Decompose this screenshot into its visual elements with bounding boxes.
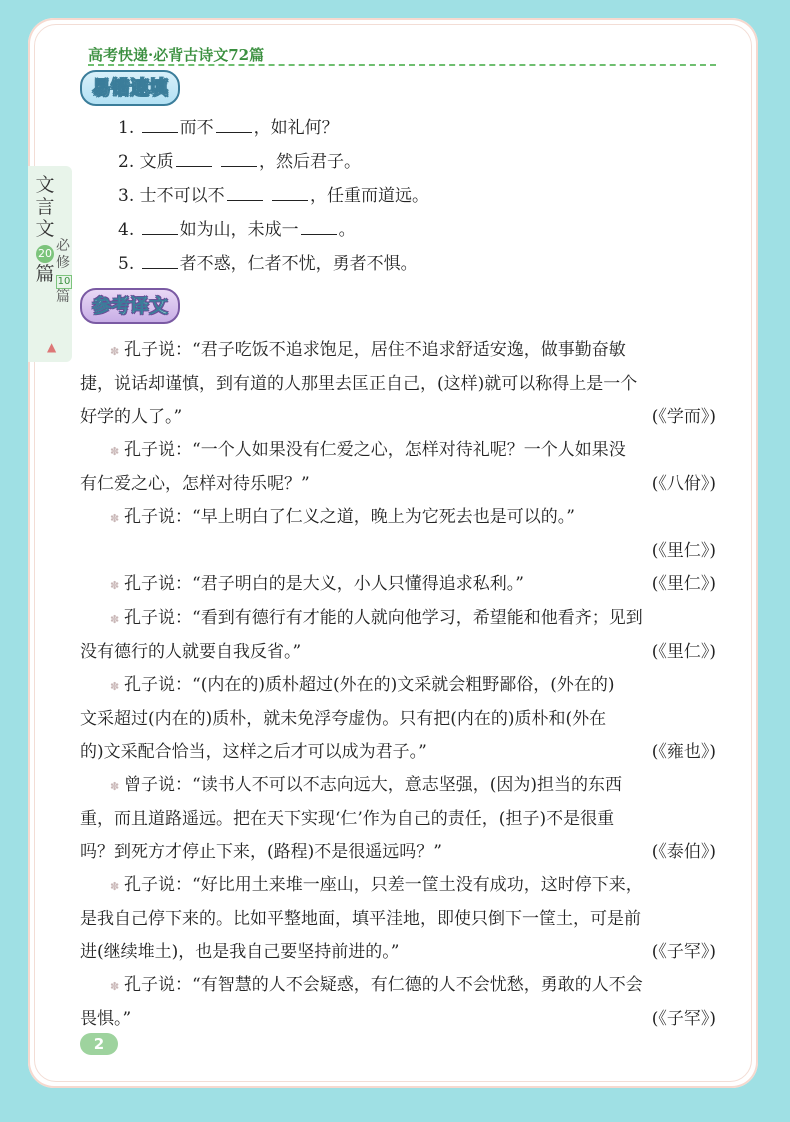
translation-line — [80, 401, 716, 434]
flower-bullet-icon: ✽ — [110, 880, 120, 893]
fill-item-text: 者不惑，仁者不忧，勇者不惧。 — [179, 254, 418, 274]
flower-bullet-icon: ✽ — [110, 980, 120, 993]
translation-text: 重，而且道路遥远。把在天下实现‘仁’作为自己的责任，(担子)不是很重 — [80, 809, 615, 829]
translation-line — [80, 368, 716, 401]
side-tab-line1: 文 言 文 — [35, 174, 55, 240]
translation-text: 孔子说：“有智慧的人不会疑惑，有仁德的人不会忧愁，勇敢的人不会 — [124, 975, 643, 995]
fill-item-number: 5. — [118, 254, 140, 274]
fill-item-number: 4. — [118, 220, 140, 240]
fill-item-number: 2. — [118, 152, 140, 172]
translation-text: 孔子说：“(内在的)质朴超过(外在的)文采就会粗野鄙俗，(外在的) — [124, 675, 615, 695]
source-citation: (《学而》) — [651, 407, 716, 427]
translation-text: 好学的人了。” — [80, 407, 183, 427]
blank-line — [221, 150, 257, 167]
blank-line — [227, 184, 263, 201]
translation-line — [80, 602, 716, 636]
source-citation: (《里仁》) — [651, 574, 716, 594]
fill-item — [118, 218, 429, 252]
fill-item-text: 士不可以不 — [139, 186, 225, 206]
side-tab-vertical-text — [34, 174, 56, 285]
blank-line — [176, 150, 212, 167]
translation-text: 文采超过(内在的)质朴，就未免浮夸虚伪。只有把(内在的)质朴和(外在 — [80, 709, 607, 729]
flower-bullet-icon: ✽ — [110, 579, 120, 592]
fill-in-list — [118, 116, 429, 286]
translation-line — [80, 703, 716, 736]
translation-line — [80, 936, 716, 969]
fill-item — [118, 116, 429, 150]
translation-text: 吗？到死方才停止下来，(路程)不是很遥远吗？” — [80, 842, 442, 862]
source-citation: (《子罕》) — [651, 942, 716, 962]
translation-text: 的)文采配合恰当，这样之后才可以成为君子。” — [80, 742, 427, 762]
translation-text: 畏惧。” — [80, 1009, 132, 1029]
translation-line — [80, 1003, 716, 1036]
fill-item-text — [265, 186, 270, 206]
fill-item-text: 。 — [338, 220, 356, 240]
translation-paragraph — [80, 969, 716, 1036]
source-citation: (《雍也》) — [651, 742, 716, 762]
translation-paragraph — [80, 769, 716, 869]
flower-bullet-icon: ✽ — [110, 613, 120, 626]
translation-text: 没有德行的人就要自我反省。” — [80, 642, 302, 662]
header-title: 高考快递·必背古诗文72篇 — [88, 46, 265, 64]
side-tab-small-text — [56, 238, 70, 306]
translation-body — [80, 334, 716, 1036]
side-tab — [28, 166, 72, 362]
side-tab-num2: 10 — [57, 276, 71, 287]
fill-item — [118, 252, 429, 286]
running-header — [88, 42, 716, 66]
blank-line — [216, 116, 252, 133]
translation-text: 孔子说：“看到有德行有才能的人就向他学习，希望能和他看齐；见到 — [124, 608, 643, 628]
fill-item — [118, 184, 429, 218]
blank-line — [142, 116, 178, 133]
translation-line — [80, 434, 716, 468]
decorative-mark-icon: ▲ — [47, 340, 57, 354]
flower-bullet-icon: ✽ — [110, 445, 120, 458]
translation-paragraph — [80, 434, 716, 501]
translation-paragraph — [80, 869, 716, 969]
side-tab-num1: 20 — [36, 245, 54, 263]
side-tab-line4: 篇 — [56, 289, 70, 305]
flower-bullet-icon: ✽ — [110, 512, 120, 525]
translation-line — [80, 501, 716, 535]
translation-line — [80, 803, 716, 836]
source-citation: (《子罕》) — [651, 1009, 716, 1029]
translation-line — [80, 869, 716, 903]
translation-text: 孔子说：“好比用土来堆一座山，只差一筐土没有成功，这时停下来， — [124, 875, 643, 895]
fill-item-text: 如为山，未成一 — [179, 220, 299, 240]
translation-text: 有仁爱之心，怎样对待乐呢？” — [80, 474, 310, 494]
section-title-fill: 易错速填 — [80, 70, 180, 106]
translation-text: 孔子说：“君子明白的是大义，小人只懂得追求私利。” — [124, 574, 524, 594]
translation-text: 曾子说：“读书人不可以不志向远大，意志坚强，(因为)担当的东西 — [124, 775, 622, 795]
blank-line — [142, 218, 178, 235]
translation-paragraph — [80, 669, 716, 769]
blank-line — [142, 252, 178, 269]
translation-paragraph — [80, 501, 716, 568]
translation-paragraph — [80, 602, 716, 669]
translation-line — [80, 468, 716, 501]
fill-item-text: ，然后君子。 — [259, 152, 362, 172]
translation-text: 是我自己停下来的。比如平整地面，填平洼地，即使只倒下一筐土，可是前 — [80, 909, 641, 929]
page-number: 2 — [80, 1033, 118, 1055]
translation-line — [80, 836, 716, 869]
translation-text: 孔子说：“一个人如果没有仁爱之心，怎样对待礼呢？一个人如果没 — [124, 440, 626, 460]
translation-line — [80, 969, 716, 1003]
section-title-translation: 参考译文 — [80, 288, 180, 324]
translation-text: 孔子说：“君子吃饭不追求饱足，居住不追求舒适安逸，做事勤奋敏 — [124, 340, 626, 360]
translation-line — [80, 736, 716, 769]
fill-item-text: 而不 — [179, 118, 214, 138]
translation-text: 孔子说：“早上明白了仁义之道，晚上为它死去也是可以的。” — [124, 507, 575, 527]
fill-item-text — [214, 152, 219, 172]
fill-item-number: 3. — [118, 186, 140, 206]
blank-line — [301, 218, 337, 235]
translation-line — [80, 669, 716, 703]
flower-bullet-icon: ✽ — [110, 680, 120, 693]
fill-item-text: ，如礼何？ — [253, 118, 339, 138]
translation-text: 进(继续堆土)，也是我自己要坚持前进的。” — [80, 942, 400, 962]
translation-paragraph — [80, 568, 716, 602]
source-citation: (《八佾》) — [651, 474, 716, 494]
side-tab-line2: 篇 — [35, 263, 55, 285]
translation-line — [80, 568, 716, 602]
flower-bullet-icon: ✽ — [110, 345, 120, 358]
translation-text: 捷，说话却谨慎，到有道的人那里去匡正自己，(这样)就可以称得上是一个 — [80, 374, 638, 394]
source-citation: (《泰伯》) — [651, 842, 716, 862]
source-citation: (《里仁》) — [651, 541, 716, 561]
source-citation: (《里仁》) — [651, 642, 716, 662]
translation-line — [80, 636, 716, 669]
fill-item-number: 1. — [118, 118, 140, 138]
translation-line — [80, 769, 716, 803]
blank-line — [272, 184, 308, 201]
translation-line — [80, 903, 716, 936]
fill-item-text: 文质 — [139, 152, 174, 172]
translation-paragraph — [80, 334, 716, 434]
translation-line — [80, 334, 716, 368]
fill-item-text: ，任重而道远。 — [310, 186, 430, 206]
flower-bullet-icon: ✽ — [110, 780, 120, 793]
side-tab-line3: 必 修 — [56, 238, 70, 271]
fill-item — [118, 150, 429, 184]
